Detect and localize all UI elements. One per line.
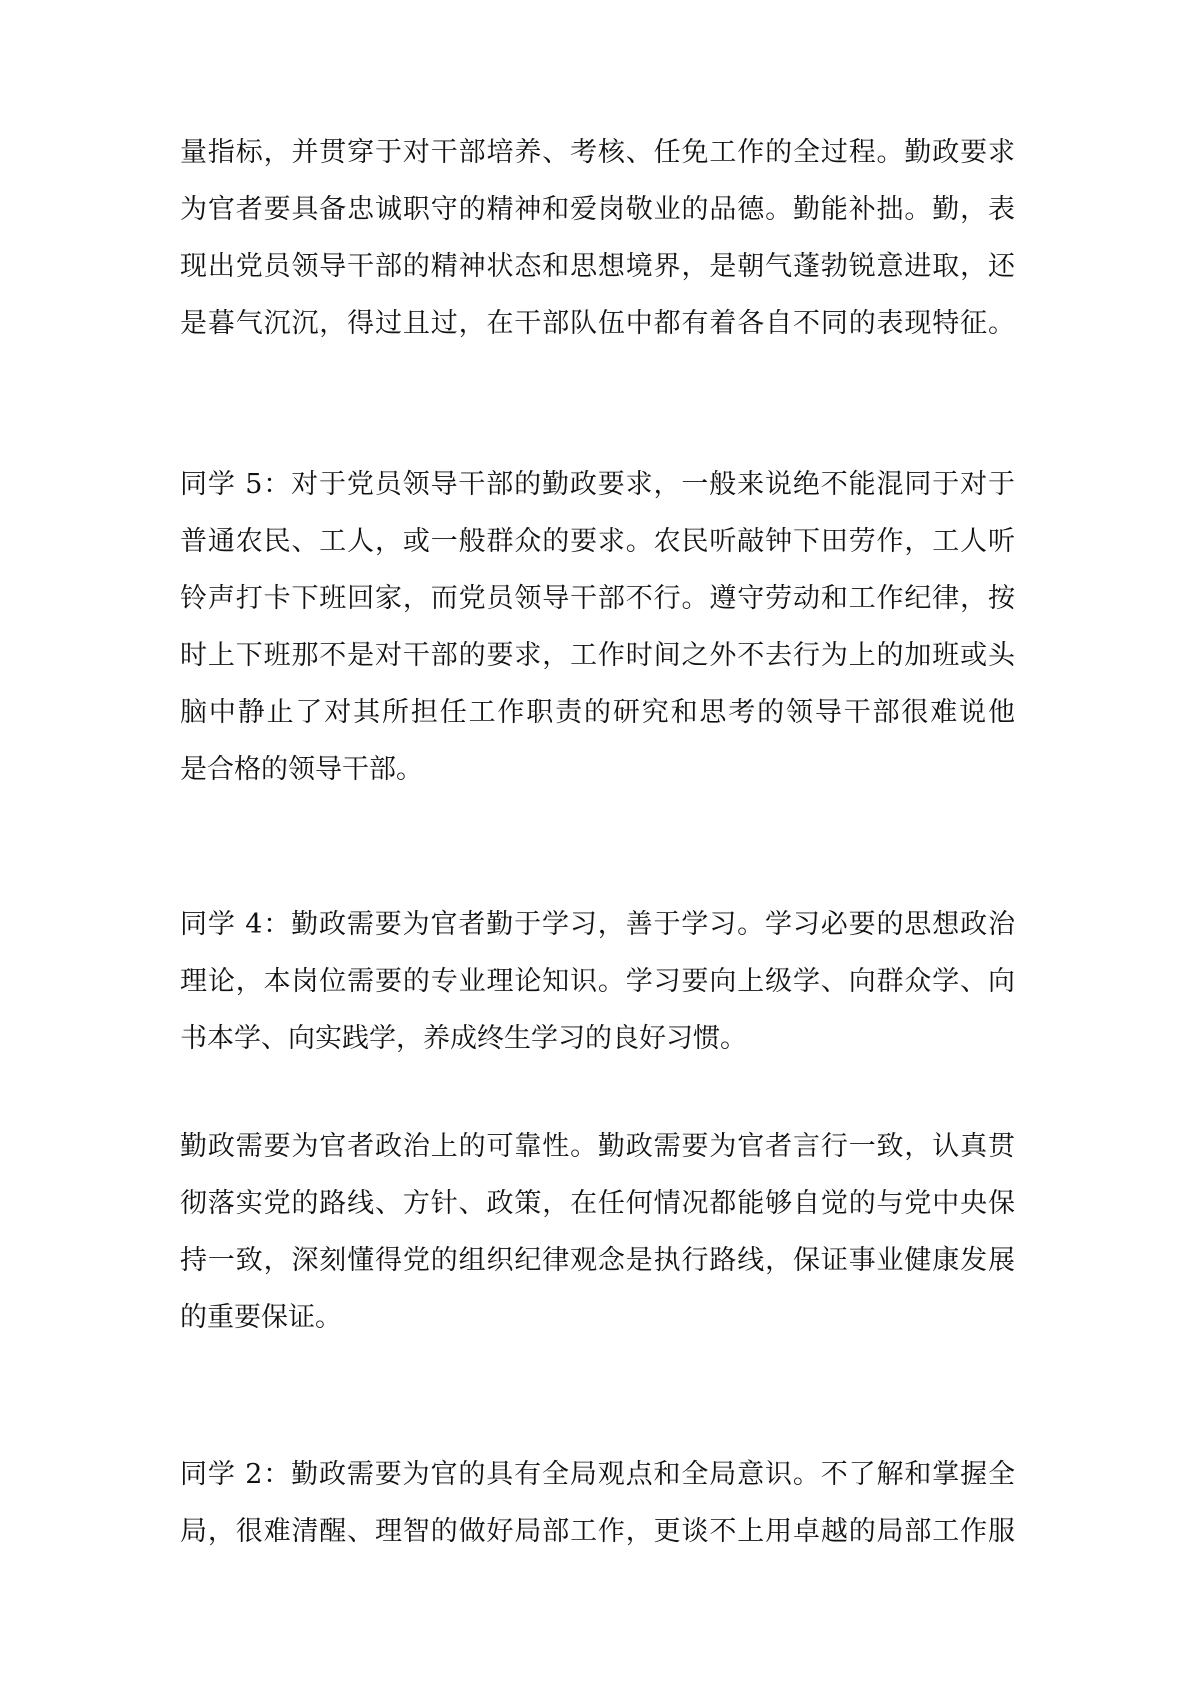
text-line: 量指标，并贯穿于对干部培养、考核、任免工作的全过程。勤政要求 [180,137,1015,168]
text-line: 书本学、向实践学，养成终生学习的良好习惯。 [180,1023,747,1054]
text-line: 脑中静止了对其所担任工作职责的研究和思考的领导干部很难说他 [180,697,1015,728]
paragraph-continuation [180,124,1015,352]
text-line: 是暮气沉沉，得过且过，在干部队伍中都有着各自不同的表现特征。 [180,308,1015,339]
text-line: 现出党员领导干部的精神状态和思想境界，是朝气蓬勃锐意进取，还 [180,251,1015,282]
text-line: 勤政需要为官者政治上的可靠性。勤政需要为官者言行一致，认真贯 [180,1131,1015,1162]
text-line: 持一致，深刻懂得党的组织纪律观念是执行路线，保证事业健康发展 [180,1245,1015,1276]
text-line: 是合格的领导干部。 [180,754,423,785]
text-line: 彻落实党的路线、方针、政策，在任何情况都能够自觉的与党中央保 [180,1188,1015,1219]
text-line: 为官者要具备忠诚职守的精神和爱岗敬业的品德。勤能补拙。勤，表 [180,194,1015,225]
text-line: 理论，本岗位需要的专业理论知识。学习要向上级学、向群众学、向 [180,966,1015,997]
text-line: 时上下班那不是对干部的要求，工作时间之外不去行为上的加班或头 [180,640,1015,671]
paragraph-classmate-2 [180,1446,1015,1560]
paragraph-political-reliability [180,1118,1015,1346]
text-line: 的重要保证。 [180,1302,342,1333]
text-line: 同学 4：勤政需要为官者勤于学习，善于学习。学习必要的思想政治 [180,909,1015,940]
text-line: 同学 2：勤政需要为官的具有全局观点和全局意识。不了解和掌握全 [180,1459,1015,1490]
text-line: 同学 5：对于党员领导干部的勤政要求，一般来说绝不能混同于对于 [180,469,1015,500]
text-line: 铃声打卡下班回家，而党员领导干部不行。遵守劳动和工作纪律，按 [180,583,1015,614]
text-line: 普通农民、工人，或一般群众的要求。农民听敲钟下田劳作，工人听 [180,526,1015,557]
paragraph-classmate-5 [180,456,1015,798]
text-line: 局，很难清醒、理智的做好局部工作，更谈不上用卓越的局部工作服 [180,1516,1015,1547]
paragraph-classmate-4 [180,896,1015,1067]
